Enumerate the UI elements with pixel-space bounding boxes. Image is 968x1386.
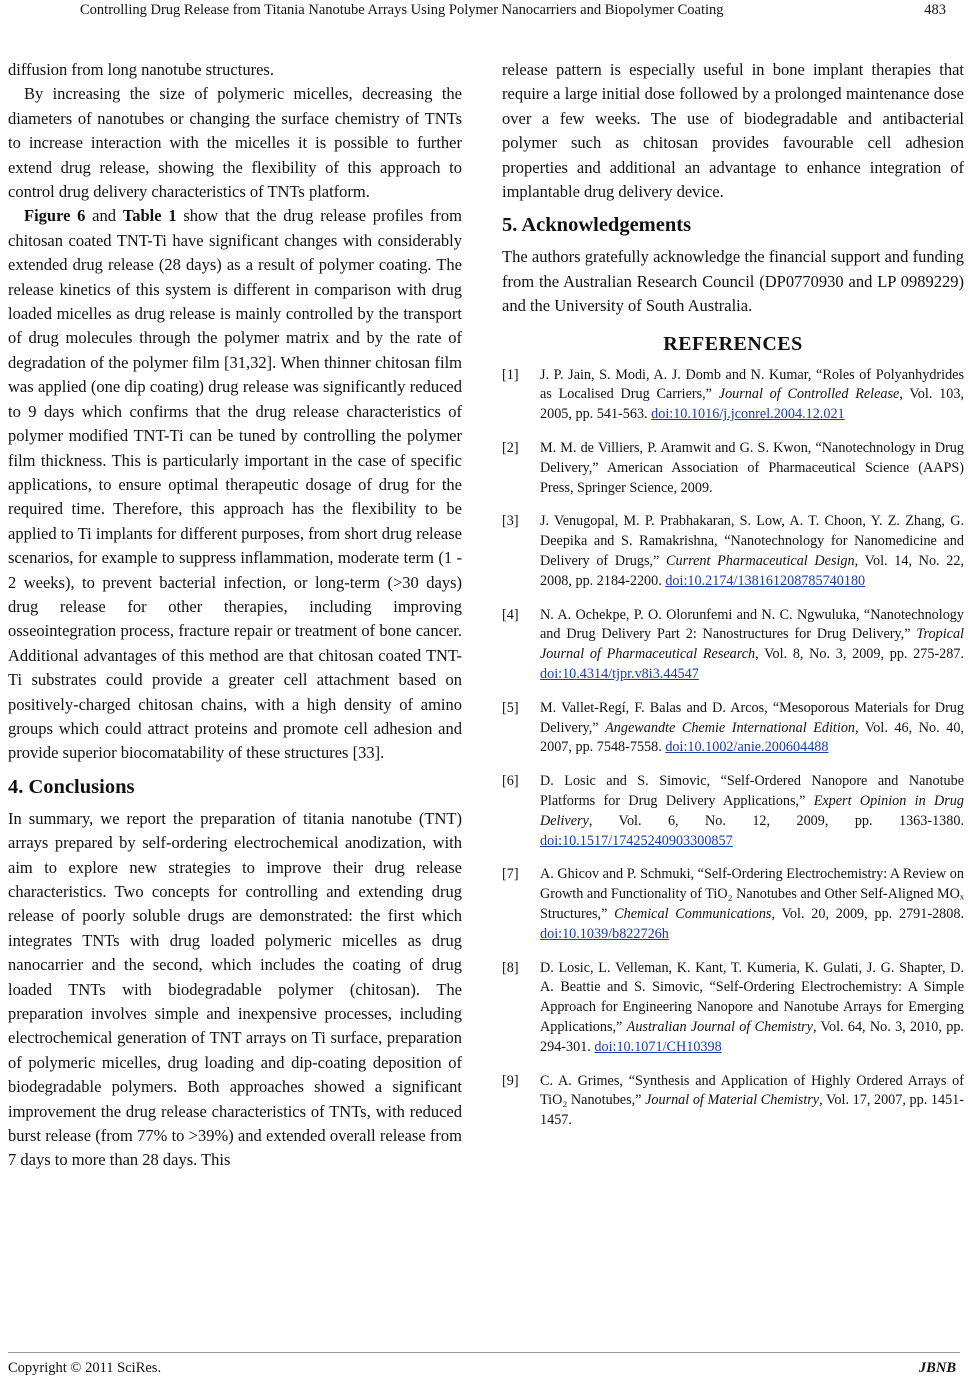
doi-link[interactable]: doi:10.1039/b822726h: [540, 925, 669, 942]
reference-authors-title: J. Venugopal, M. P. Prabhakaran, S. Low, A. T. Choon, Y. Z. Zhang, G. Deepika and S. Ramakrishna, “Nanotechnology for Nanomedicine and Delivery of Drugs,”: [540, 513, 964, 570]
reference-journal: Journal of Material Chemistry: [645, 1092, 820, 1109]
reference-authors-title: N. A. Ochekpe, P. O. Olorunfemi and N. C. Ngwuluka, “Nanotechnology and Drug Delivery Part 2: Nanostructures for Drug Delivery,”: [540, 606, 964, 643]
table-ref: Table 1: [122, 206, 177, 226]
reference-text: [540, 366, 964, 425]
paragraph-figure-discussion: [8, 204, 462, 765]
reference-authors-title: D. Losic and S. Simovic, “Self-Ordered Nanopore and Nanotube Platforms for Drug Delivery Applications,”: [540, 773, 964, 809]
reference-text: [540, 606, 964, 685]
reference-details: , Vol. 17, 2007, pp. 1451-1457.: [540, 1092, 964, 1129]
reference-text: [540, 959, 964, 1058]
reference-journal: Current Pharmaceutical Design: [666, 553, 855, 570]
reference-text: [540, 865, 964, 944]
paragraph-acknowledgements: The authors gratefully acknowledge the financial support and funding from the Australian Research Council (DP0770930 and LP 0989229) and the University of South Australia.: [502, 247, 964, 316]
figure-ref: Figure 6: [24, 206, 86, 226]
reference-number: [1]: [502, 366, 519, 383]
reference-journal: Tropical Journal of Pharmaceutical Research: [540, 626, 964, 663]
section-heading-conclusions: 4. Conclusions: [8, 775, 135, 798]
reference-item: [502, 512, 964, 591]
reference-authors-title: D. Losic, L. Velleman, K. Kant, T. Kumeria, K. Gulati, J. G. Shapter, D. A. Beattie and S. Simovic, “Self-Ordering Electrochemistry: A Simple Approach for Engineering Nanopore and Nanotube Arrays for Emerging Applications,”: [540, 959, 964, 1035]
reference-details: , Vol. 64, No. 3, 2010, pp. 294-301.: [540, 1018, 964, 1055]
journal-abbrev: JBNB: [918, 1360, 956, 1376]
reference-details: , Vol. 6, No. 12, 2009, pp. 1363-1380.: [588, 812, 964, 829]
reference-number: [9]: [502, 1072, 519, 1089]
reference-number: [3]: [502, 513, 519, 530]
reference-authors-title: M. M. de Villiers, P. Aramwit and G. S. Kwon, “Nanotechnology in Drug Delivery,” American Association of Pharmaceutical Science (AAPS) Press, Springer Science, 2009.: [540, 440, 964, 496]
reference-details: , Vol. 14, No. 22, 2008, pp. 2184-2200.: [540, 553, 964, 589]
reference-details: , Vol. 8, No. 3, 2009, pp. 275-287.: [755, 646, 964, 663]
reference-item: [502, 366, 964, 425]
reference-text: [540, 1072, 964, 1131]
reference-journal: Angewandte Chemie International Edition: [605, 719, 856, 736]
reference-number: [4]: [502, 606, 519, 623]
reference-item: [502, 699, 964, 758]
copyright: Copyright © 2011 SciRes.: [8, 1360, 162, 1376]
left-column: [8, 58, 462, 1173]
doi-link[interactable]: doi:10.1071/CH10398: [594, 1038, 722, 1055]
reference-item: [502, 1072, 964, 1131]
reference-journal: Australian Journal of Chemistry: [626, 1018, 813, 1035]
reference-details: , Vol. 46, No. 40, 2007, pp. 7548-7558.: [540, 719, 964, 756]
doi-link[interactable]: doi:10.1002/anie.200604488: [665, 739, 829, 756]
reference-authors-title: M. Vallet-Regí, F. Balas and D. Arcos, “Mesoporous Materials for Drug Delivery,”: [540, 699, 964, 736]
reference-text: [540, 772, 964, 851]
paragraph-text: show that the drug release profiles from chitosan coated TNT-Ti have significant changes with considerably extended drug release (28 days) as a result of polymer coating. The release kinetics of this system is different in comparison with drug loaded micelles as drug release is mainly controlled by the transport of drug molecules through the polymer matrix and by the rate of degradation of the polymer film [31,32]. When thinner chitosan film was applied (one dip coating) drug release was significantly reduced to 9 days which confirms that the drug release characteristics of polymer modified TNT-Ti can be tuned by controlling the polymer film thickness. This is particularly important in the case of specific applications, to ensure optimal therapeutic dosage of drug for the required time. Therefore, this approach has the flexibility to be applied to Ti implants for different purposes, from short drug release scenarios, for example to suppress inflammation, moderate term (1 - 2 weeks), to prevent bacterial infection, or long-term (>30 days) drug release for other therapies, including improving osseointegration process, fracture repair or treatment of bone cancer. Additional advantages of this method are that chitosan coated TNT-Ti substrates could provide a greater cell attachment based on positively-charged chitosan chains, with a high density of amino groups which could attract proteins and promote cell adhesion and provide superior biocomatability of these structures [33].: [8, 206, 462, 763]
reference-item: [502, 772, 964, 851]
running-header: [0, 0, 968, 24]
reference-authors-title: J. P. Jain, S. Modi, A. J. Domb and N. Kumar, “Roles of Polyanhydrides as Localised Drug Carriers,”: [540, 366, 964, 403]
reference-journal: Chemical Communications: [614, 905, 772, 922]
reference-text: [540, 439, 964, 498]
reference-journal: Expert Opinion in Drug Delivery: [540, 793, 964, 829]
reference-number: [8]: [502, 959, 519, 976]
reference-list: [502, 366, 964, 1131]
reference-item: [502, 439, 964, 498]
reference-number: [6]: [502, 773, 519, 790]
reference-journal: Journal of Controlled Release: [718, 386, 900, 403]
reference-authors-title: C. A. Grimes, “Synthesis and Application of Highly Ordered Arrays of TiO₂ Nanotubes,”: [540, 1072, 964, 1109]
reference-item: [502, 606, 964, 685]
reference-details: , Vol. 20, 2009, pp. 2791-2808.: [771, 905, 964, 922]
page-footer: [0, 1360, 968, 1380]
right-column: [502, 58, 964, 1145]
footer-divider: [8, 1352, 960, 1353]
doi-link[interactable]: doi:10.1016/j.jconrel.2004.12.021: [651, 406, 845, 423]
paragraph: diffusion from long nanotube structures.: [8, 60, 274, 79]
reference-text: [540, 699, 964, 758]
reference-number: [2]: [502, 440, 519, 457]
doi-link[interactable]: doi:10.2174/138161208785740180: [665, 572, 866, 589]
reference-details: , Vol. 103, 2005, pp. 541-563.: [540, 386, 964, 423]
reference-text: [540, 512, 964, 591]
doi-link[interactable]: doi:10.4314/tjpr.v8i3.44547: [540, 666, 699, 683]
reference-item: [502, 865, 964, 944]
paragraph: By increasing the size of polymeric micelles, decreasing the diameters of nanotubes or changing the surface chemistry of TNTs to increase interaction with the micelles it is possible to further extend drug release, showing the flexibility of this approach to control drug delivery characteristics of TNTs platform.: [8, 84, 462, 202]
doi-link[interactable]: doi:10.1517/17425240903300857: [540, 832, 733, 849]
page-number: 483: [924, 2, 946, 18]
reference-authors-title: A. Ghicov and P. Schmuki, “Self-Ordering Electrochemistry: A Review on Growth and Functionality of TiO₂ Nanotubes and Other Self-Aligned MOₓ Structures,”: [540, 866, 965, 922]
reference-item: [502, 959, 964, 1058]
references-heading: REFERENCES: [663, 332, 803, 355]
reference-number: [5]: [502, 699, 519, 716]
running-title: Controlling Drug Release from Titania Nanotube Arrays Using Polymer Nanocarriers and Biopolymer Coating: [80, 2, 724, 18]
paragraph-conclusions: In summary, we report the preparation of titania nanotube (TNT) arrays prepared by self-ordering electrochemical anodization, with aim to explore new strategies to improve their drug release characteristics. Two concepts for controlling and extending drug release of poorly soluble drugs are demonstrated: the first which integrates TNTs with drug loaded polymeric micelles as drug nanocarrier and the second, which includes the coating of drug loaded TNTs with biodegradable polymer (chitosan). The preparation involves simple and inexpensive processes, including electrochemical generation of TNT arrays on Ti surface, preparation of polymeric micelles, drug loading and dip-coating deposition of biodegradable polymers. Both approaches showed a significant improvement the drug release characteristics of TNTs, with reduced burst release (from 77% to >39%) and extended overall release from 7 days to more than 28 days. This: [8, 808, 462, 1170]
reference-number: [7]: [502, 866, 519, 883]
section-heading-acknowledgements: 5. Acknowledgements: [502, 214, 692, 237]
paragraph: release pattern is especially useful in bone implant therapies that require a large initial dose followed by a prolonged maintenance dose over a few weeks. The use of biodegradable and antibacterial polymer such as chitosan provides favourable cell adhesion properties and additional an advantage to enhance integration of implantable drug delivery device.: [502, 60, 964, 202]
conjunction: and: [85, 206, 123, 226]
